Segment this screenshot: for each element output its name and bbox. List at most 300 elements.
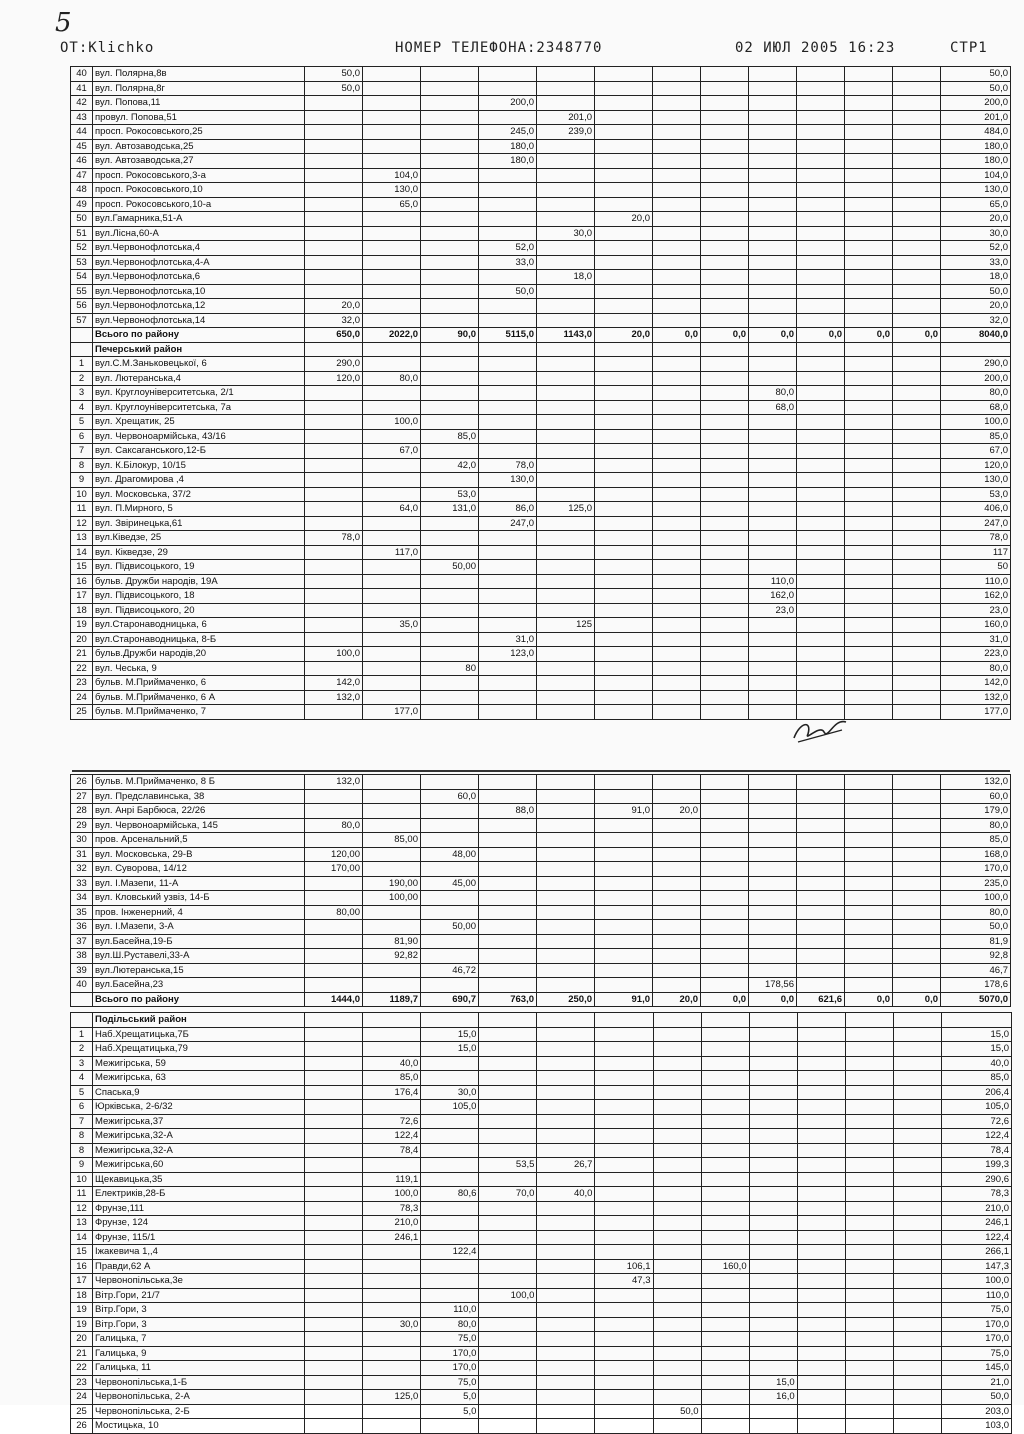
value-cell [653, 458, 701, 473]
value-cell [893, 81, 941, 96]
table-row [71, 574, 1011, 589]
value-cell [595, 833, 653, 848]
value-cell [797, 357, 845, 372]
value-cell [653, 226, 701, 241]
value-cell [595, 1201, 653, 1216]
value-cell [479, 342, 537, 357]
value-cell [797, 96, 845, 111]
value-cell [749, 1230, 797, 1245]
value-cell [653, 1230, 701, 1245]
address-cell: просп. Рокосовського,10 [93, 183, 305, 198]
address-cell: вул.Червонофлотська,14 [93, 313, 305, 328]
value-cell: 31,0 [479, 632, 537, 647]
table-row [71, 1100, 1012, 1115]
value-cell [479, 1201, 537, 1216]
value-cell: 18,0 [941, 270, 1011, 285]
value-cell: 5070,0 [941, 992, 1011, 1007]
fax-from: OT:Klichko [60, 40, 155, 56]
value-cell: 80,6 [421, 1187, 479, 1202]
value-cell [653, 876, 701, 891]
table-row [71, 949, 1011, 964]
row-number: 56 [71, 299, 93, 314]
value-cell [701, 342, 749, 357]
value-cell: 52,0 [479, 241, 537, 256]
value-cell: 20,0 [305, 299, 363, 314]
value-cell [305, 1303, 363, 1318]
value-cell [701, 891, 749, 906]
value-cell [537, 876, 595, 891]
row-number: 11 [71, 1187, 93, 1202]
value-cell [595, 1419, 653, 1434]
value-cell [537, 1390, 595, 1405]
value-cell [797, 400, 845, 415]
value-cell [595, 342, 653, 357]
value-cell [797, 1274, 845, 1289]
value-cell [893, 920, 941, 935]
address-cell: бульв. Дружби народів, 19А [93, 574, 305, 589]
address-cell: вул. К.Білокур, 10/15 [93, 458, 305, 473]
value-cell [845, 96, 893, 111]
row-number: 24 [71, 690, 93, 705]
table-row [71, 862, 1011, 877]
table-row [71, 110, 1011, 125]
row-number: 7 [71, 444, 93, 459]
value-cell [701, 676, 749, 691]
value-cell [893, 905, 941, 920]
value-cell [537, 1085, 595, 1100]
value-cell [701, 1042, 749, 1057]
value-cell [845, 386, 893, 401]
value-cell [749, 67, 797, 82]
value-cell [893, 1158, 941, 1173]
address-cell: вул. Червоноармійська, 43/16 [93, 429, 305, 444]
fax-header [60, 40, 1000, 62]
value-cell [595, 1245, 653, 1260]
value-cell [893, 705, 941, 720]
value-cell [479, 618, 537, 633]
value-cell: 406,0 [941, 502, 1011, 517]
value-cell [701, 1245, 749, 1260]
value-cell: 130,0 [941, 473, 1011, 488]
value-cell [421, 516, 479, 531]
value-cell [421, 1114, 479, 1129]
value-cell [797, 342, 845, 357]
value-cell [421, 1129, 479, 1144]
value-cell: 50,0 [941, 284, 1011, 299]
table-row [71, 226, 1011, 241]
value-cell [749, 1071, 797, 1086]
page-divider [72, 770, 1010, 772]
value-cell [749, 96, 797, 111]
row-number: 38 [71, 949, 93, 964]
value-cell [537, 978, 595, 993]
value-cell: 180,0 [941, 154, 1011, 169]
value-cell: 170,0 [421, 1361, 479, 1376]
value-cell [537, 1361, 595, 1376]
value-cell [363, 690, 421, 705]
value-cell: 40,0 [537, 1187, 595, 1202]
value-cell [537, 589, 595, 604]
value-cell [797, 67, 845, 82]
value-cell [893, 270, 941, 285]
value-cell [479, 1274, 537, 1289]
value-cell [749, 963, 797, 978]
value-cell [595, 589, 653, 604]
value-cell [305, 1042, 363, 1057]
address-cell: вул. Підвисоцького, 18 [93, 589, 305, 604]
value-cell: 125,0 [537, 502, 595, 517]
value-cell: 123,0 [479, 647, 537, 662]
value-cell [537, 920, 595, 935]
address-cell: Спаська,9 [93, 1085, 305, 1100]
address-cell: вул.Червонофлотська,12 [93, 299, 305, 314]
value-cell [653, 1361, 701, 1376]
value-cell: 120,0 [305, 371, 363, 386]
value-cell [845, 1274, 893, 1289]
row-number: 51 [71, 226, 93, 241]
value-cell: 210,0 [363, 1216, 421, 1231]
value-cell [893, 1404, 941, 1419]
value-cell [537, 487, 595, 502]
value-cell [653, 1419, 701, 1434]
address-cell: Щекавицька,35 [93, 1172, 305, 1187]
value-cell [701, 632, 749, 647]
value-cell [797, 371, 845, 386]
value-cell: 110,0 [421, 1303, 479, 1318]
table-row [71, 1259, 1012, 1274]
district-row [71, 342, 1011, 357]
value-cell [479, 1419, 537, 1434]
value-cell [845, 183, 893, 198]
value-cell [653, 862, 701, 877]
value-cell [363, 212, 421, 227]
value-cell [595, 1361, 653, 1376]
value-cell [653, 125, 701, 140]
value-cell [893, 284, 941, 299]
value-cell [595, 1085, 653, 1100]
address-cell: пров. Інженерний, 4 [93, 905, 305, 920]
value-cell [845, 1100, 893, 1115]
value-cell [537, 67, 595, 82]
value-cell [537, 1288, 595, 1303]
address-cell: Червонопільська,1-Б [93, 1375, 305, 1390]
table-row [71, 400, 1011, 415]
value-cell: 180,0 [479, 139, 537, 154]
table-row [71, 1172, 1012, 1187]
value-cell [537, 458, 595, 473]
value-cell: 0,0 [893, 992, 941, 1007]
table-row [71, 139, 1011, 154]
value-cell [537, 647, 595, 662]
value-cell [845, 847, 893, 862]
value-cell [845, 197, 893, 212]
value-cell [363, 516, 421, 531]
value-cell [797, 183, 845, 198]
value-cell [701, 1346, 749, 1361]
value-cell [653, 934, 701, 949]
table-row [71, 458, 1011, 473]
value-cell [749, 1245, 797, 1260]
value-cell [595, 1100, 653, 1115]
value-cell [797, 1288, 845, 1303]
value-cell [537, 139, 595, 154]
value-cell [421, 125, 479, 140]
value-cell [479, 949, 537, 964]
value-cell [749, 154, 797, 169]
value-cell: 170,0 [421, 1346, 479, 1361]
value-cell [537, 818, 595, 833]
value-cell: 33,0 [479, 255, 537, 270]
value-cell [421, 1419, 479, 1434]
value-cell [305, 487, 363, 502]
value-cell: 176,4 [363, 1085, 421, 1100]
value-cell: 30,0 [363, 1317, 421, 1332]
value-cell [701, 67, 749, 82]
value-cell [653, 1259, 701, 1274]
value-cell [363, 96, 421, 111]
value-cell [305, 574, 363, 589]
value-cell [595, 110, 653, 125]
value-cell [845, 545, 893, 560]
value-cell [595, 1172, 653, 1187]
value-cell: 88,0 [479, 804, 537, 819]
value-cell [749, 313, 797, 328]
value-cell [845, 125, 893, 140]
value-cell: 100,0 [479, 1288, 537, 1303]
row-number: 14 [71, 545, 93, 560]
value-cell [653, 183, 701, 198]
value-cell [595, 516, 653, 531]
value-cell [421, 415, 479, 430]
value-cell [845, 1346, 893, 1361]
row-number: 12 [71, 1201, 93, 1216]
table-row [71, 804, 1011, 819]
value-cell [305, 1114, 363, 1129]
value-cell [537, 1071, 595, 1086]
value-cell [749, 429, 797, 444]
value-cell: 16,0 [749, 1390, 797, 1405]
value-cell [305, 1100, 363, 1115]
value-cell: 46,72 [421, 963, 479, 978]
row-number: 7 [71, 1114, 93, 1129]
row-number: 2 [71, 371, 93, 386]
value-cell [893, 197, 941, 212]
value-cell [653, 1056, 701, 1071]
value-cell [893, 516, 941, 531]
address-cell: вул. Саксаганського,12-Б [93, 444, 305, 459]
value-cell [363, 1419, 421, 1434]
value-cell [893, 1317, 941, 1332]
value-cell [797, 1071, 845, 1086]
table-row [71, 212, 1011, 227]
row-number: 40 [71, 978, 93, 993]
value-cell [749, 1201, 797, 1216]
value-cell [421, 139, 479, 154]
value-cell [797, 299, 845, 314]
value-cell [653, 775, 701, 790]
value-cell [653, 647, 701, 662]
value-cell [845, 1404, 893, 1419]
value-cell [653, 531, 701, 546]
value-cell [595, 502, 653, 517]
value-cell [653, 1274, 701, 1289]
value-cell [653, 818, 701, 833]
value-cell [845, 647, 893, 662]
value-cell: 92,8 [941, 949, 1011, 964]
value-cell [305, 661, 363, 676]
value-cell [893, 502, 941, 517]
value-cell: 100,0 [305, 647, 363, 662]
value-cell [893, 618, 941, 633]
table-row [71, 125, 1011, 140]
value-cell [797, 1245, 845, 1260]
value-cell [421, 531, 479, 546]
value-cell [653, 1332, 701, 1347]
value-cell [845, 1230, 893, 1245]
value-cell [749, 458, 797, 473]
value-cell [421, 1216, 479, 1231]
value-cell [893, 934, 941, 949]
value-cell: 45,00 [421, 876, 479, 891]
table-row [71, 1317, 1012, 1332]
value-cell [893, 661, 941, 676]
value-cell [479, 661, 537, 676]
value-cell [537, 473, 595, 488]
value-cell [363, 255, 421, 270]
value-cell [701, 1288, 749, 1303]
table-row [71, 978, 1011, 993]
row-number: 3 [71, 386, 93, 401]
value-cell [363, 963, 421, 978]
table-row [71, 96, 1011, 111]
value-cell [893, 1259, 941, 1274]
value-cell [749, 934, 797, 949]
value-cell [701, 400, 749, 415]
value-cell [479, 1042, 537, 1057]
value-cell [701, 574, 749, 589]
value-cell [893, 342, 941, 357]
table-row [71, 255, 1011, 270]
table-row [71, 789, 1011, 804]
value-cell: 142,0 [941, 676, 1011, 691]
value-cell [845, 1056, 893, 1071]
value-cell: 48,00 [421, 847, 479, 862]
value-cell [305, 1259, 363, 1274]
value-cell [595, 241, 653, 256]
value-cell [595, 473, 653, 488]
value-cell [305, 1230, 363, 1245]
value-cell [421, 1274, 479, 1289]
value-cell [421, 255, 479, 270]
value-cell [749, 1129, 797, 1144]
address-cell: Фрунзе, 115/1 [93, 1230, 305, 1245]
value-cell: 31,0 [941, 632, 1011, 647]
value-cell [797, 891, 845, 906]
value-cell [421, 862, 479, 877]
value-cell [893, 67, 941, 82]
value-cell [363, 487, 421, 502]
table-row [71, 1027, 1012, 1042]
value-cell [701, 1172, 749, 1187]
value-cell [421, 818, 479, 833]
table-row [71, 545, 1011, 560]
value-cell: 40,0 [941, 1056, 1011, 1071]
value-cell: 247,0 [479, 516, 537, 531]
value-cell [305, 183, 363, 198]
value-cell [595, 458, 653, 473]
value-cell: 50,0 [941, 920, 1011, 935]
value-cell [421, 775, 479, 790]
value-cell [893, 978, 941, 993]
address-cell: вул.Гамарника,51-А [93, 212, 305, 227]
row-number: 9 [71, 473, 93, 488]
value-cell: 105,0 [421, 1100, 479, 1115]
value-cell [421, 574, 479, 589]
value-cell [363, 531, 421, 546]
value-cell: 763,0 [479, 992, 537, 1007]
value-cell [749, 444, 797, 459]
value-cell [701, 1390, 749, 1405]
value-cell [479, 429, 537, 444]
value-cell [797, 949, 845, 964]
value-cell [421, 1259, 479, 1274]
value-cell: 100,0 [363, 1187, 421, 1202]
value-cell [749, 905, 797, 920]
value-cell [893, 632, 941, 647]
value-cell [797, 1346, 845, 1361]
value-cell [749, 241, 797, 256]
table-section-2 [70, 774, 1011, 1007]
address-cell: провул. Попова,51 [93, 110, 305, 125]
value-cell: 103,0 [941, 1419, 1011, 1434]
row-number: 3 [71, 1056, 93, 1071]
value-cell: 5115,0 [479, 328, 537, 343]
address-cell: вул. Анрі Барбюса, 22/26 [93, 804, 305, 819]
value-cell [479, 963, 537, 978]
value-cell [479, 1375, 537, 1390]
value-cell [701, 862, 749, 877]
value-cell [845, 81, 893, 96]
value-cell: 78,4 [941, 1143, 1011, 1158]
value-cell [421, 1288, 479, 1303]
table-section-3 [70, 1012, 1012, 1434]
value-cell [701, 1230, 749, 1245]
value-cell [653, 96, 701, 111]
value-cell [893, 458, 941, 473]
value-cell [797, 789, 845, 804]
value-cell [537, 1100, 595, 1115]
row-number: 37 [71, 934, 93, 949]
value-cell [479, 67, 537, 82]
row-number: 45 [71, 139, 93, 154]
value-cell [479, 1245, 537, 1260]
value-cell [845, 429, 893, 444]
value-cell [893, 125, 941, 140]
value-cell [749, 618, 797, 633]
value-cell [479, 1346, 537, 1361]
value-cell [305, 1071, 363, 1086]
district-row [71, 1013, 1012, 1028]
value-cell [305, 168, 363, 183]
value-cell [479, 891, 537, 906]
value-cell [893, 545, 941, 560]
table-row [71, 1114, 1012, 1129]
value-cell: 110,0 [941, 574, 1011, 589]
value-cell [797, 1100, 845, 1115]
value-cell [537, 96, 595, 111]
value-cell [845, 1013, 893, 1028]
value-cell: 117 [941, 545, 1011, 560]
